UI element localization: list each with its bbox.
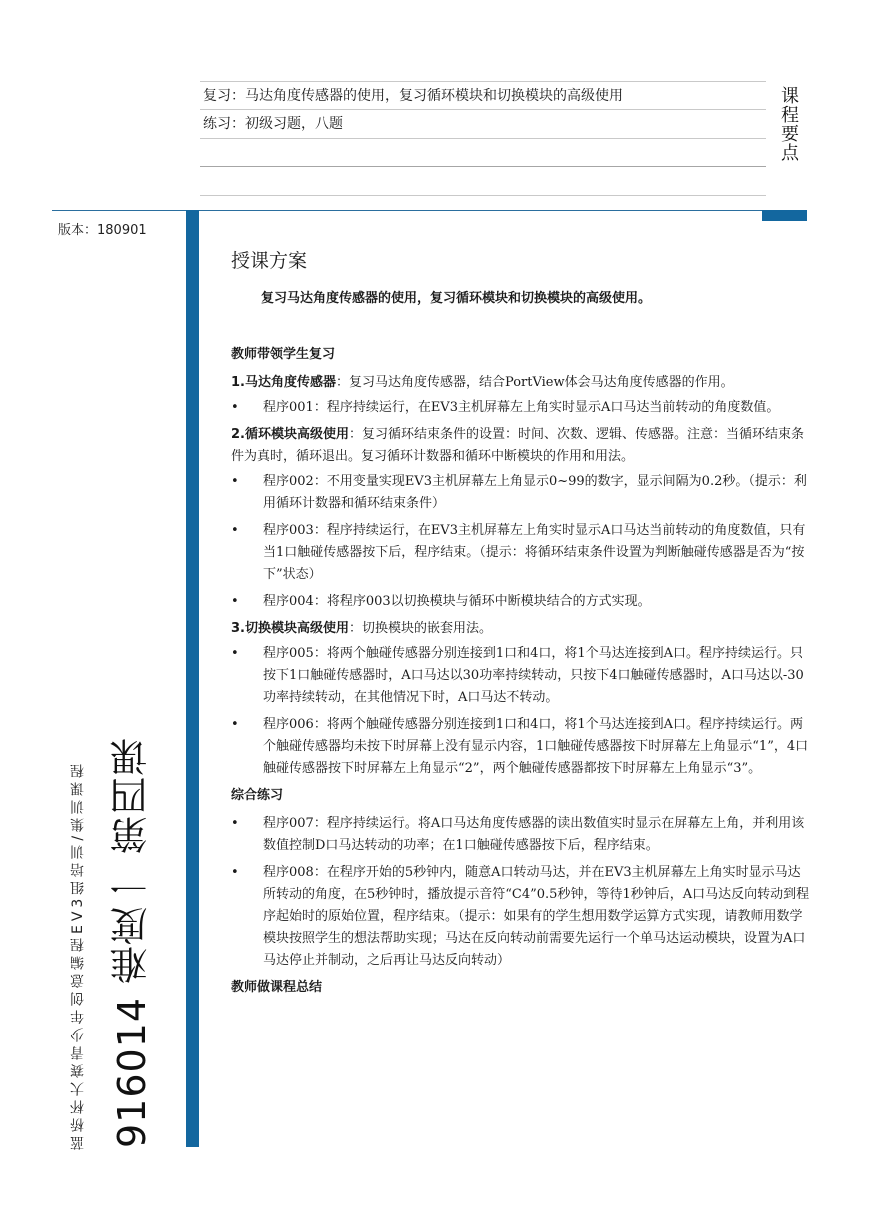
lesson-title: 916014 难度一 第四课 — [110, 736, 154, 1148]
section-paragraph — [231, 424, 811, 468]
summary-heading: 教师做课程总结 — [231, 980, 323, 995]
program-item — [231, 520, 811, 586]
program-item-text: 程序003：程序持续运行，在EV3主机屏幕左上角实时显示A口马达当前转动的角度数值，只有当1口触碰传感器按下后，程序结束。（提示：将循环结束条件设置为判断触碰传感器是否为“按下”状态） — [263, 523, 806, 582]
header-rule-1 — [200, 81, 766, 82]
plan-intro: 复习马达角度传感器的使用，复习循环模块和切换模块的高级使用。 — [261, 291, 652, 306]
program-item — [231, 714, 811, 780]
bullet-icon: • — [231, 717, 239, 732]
section-text: ：复习循环结束条件的设置：时间、次数、逻辑、传感器。注意：当循环结束条件为真时，循环退出。复习循环计数器和循环中断模块的作用和用法。 — [231, 427, 804, 464]
practice-line: 练习：初级习题，八题 — [203, 116, 343, 132]
program-item — [231, 471, 811, 515]
version-label: 版本：180901 — [58, 223, 147, 238]
review-heading: 教师带领学生复习 — [231, 347, 336, 362]
course-key-points-label: 课程要点 — [778, 86, 799, 162]
section-label: 1.马达角度传感器 — [231, 375, 336, 390]
bullet-icon: • — [231, 816, 239, 831]
program-item-text: 程序008：在程序开始的5秒钟内，随意A口转动马达，并在EV3主机屏幕左上角实时显示马达所转动的角度，在5秒钟时，播放提示音符“C4”0.5秒钟，等待1秒钟后，A口马达反向转动到程序起始时的原始位置，程序结束。（提示：如果有的学生想用数学运算方式实现，请教师用数学模块按照学生的想法帮助实现；马达在反向转动前需要先运行一个单马达运动模块，设置为A口马达停止并制动，之后再让马达反向转动） — [263, 865, 810, 968]
program-item-text: 程序001：程序持续运行，在EV3主机屏幕左上角实时显示A口马达当前转动的角度数值。 — [263, 400, 780, 415]
accent-block — [762, 210, 807, 221]
review-line: 复习：马达角度传感器的使用，复习循环模块和切换模块的高级使用 — [203, 88, 623, 104]
course-series-title: 蓝桥杯大赛青少年创意编程EV3组培训/集训课程 — [70, 759, 86, 1150]
program-item-text: 程序002：不用变量实现EV3主机屏幕左上角显示0~99的数字，显示间隔为0.2秒。（提示：利用循环计数器和循环结束条件） — [263, 474, 807, 511]
program-item-text: 程序007：程序持续运行。将A口马达角度传感器的读出数值实时显示在屏幕左上角，并利用该数值控制D口马达转动的功率；在1口触碰传感器按下后，程序结束。 — [263, 816, 805, 853]
practice-list — [231, 813, 811, 972]
header-rule-3 — [200, 138, 766, 139]
bullet-icon: • — [231, 594, 239, 609]
lesson-plan — [231, 248, 811, 1005]
section-label: 2.循环模块高级使用 — [231, 427, 349, 442]
header-rule-4 — [200, 166, 766, 167]
sidebar-bar — [186, 210, 199, 1147]
bullet-icon: • — [231, 523, 239, 538]
program-item — [231, 813, 811, 857]
plan-heading: 授课方案 — [231, 250, 308, 272]
bullet-icon: • — [231, 474, 239, 489]
header-rule-5 — [200, 195, 766, 196]
section-label: 3.切换模块高级使用 — [231, 621, 349, 636]
program-item-text: 程序005：将两个触碰传感器分别连接到1口和4口，将1个马达连接到A口。程序持续运行。只按下1口触碰传感器时，A口马达以30功率持续转动，只按下4口触碰传感器时，A口马达以-30功率持续转动，在其他情况下时，A口马达不转动。 — [263, 646, 804, 705]
program-item — [231, 643, 811, 709]
section-paragraph — [231, 618, 811, 640]
bullet-icon: • — [231, 646, 239, 661]
section-text: ：切换模块的嵌套用法。 — [348, 621, 492, 636]
review-sections — [231, 372, 811, 780]
program-item-text: 程序004：将程序003以切换模块与循环中断模块结合的方式实现。 — [263, 594, 651, 609]
section-paragraph — [231, 372, 811, 394]
practice-heading: 综合练习 — [231, 788, 284, 803]
program-item — [231, 591, 811, 613]
header-rule-2 — [200, 109, 766, 110]
bullet-icon: • — [231, 865, 239, 880]
divider-line — [52, 210, 772, 211]
bullet-icon: • — [231, 400, 239, 415]
section-text: ：复习马达角度传感器，结合PortView体会马达角度传感器的作用。 — [335, 375, 734, 390]
program-item-text: 程序006：将两个触碰传感器分别连接到1口和4口，将1个马达连接到A口。程序持续运行。两个触碰传感器均未按下时屏幕上没有显示内容，1口触碰传感器按下时屏幕左上角显示“1”，4口触碰传感器按下时屏幕左上角显示“2”，两个触碰传感器都按下时屏幕左上角显示“3”。 — [263, 717, 809, 776]
program-item — [231, 862, 811, 972]
program-item — [231, 397, 811, 419]
